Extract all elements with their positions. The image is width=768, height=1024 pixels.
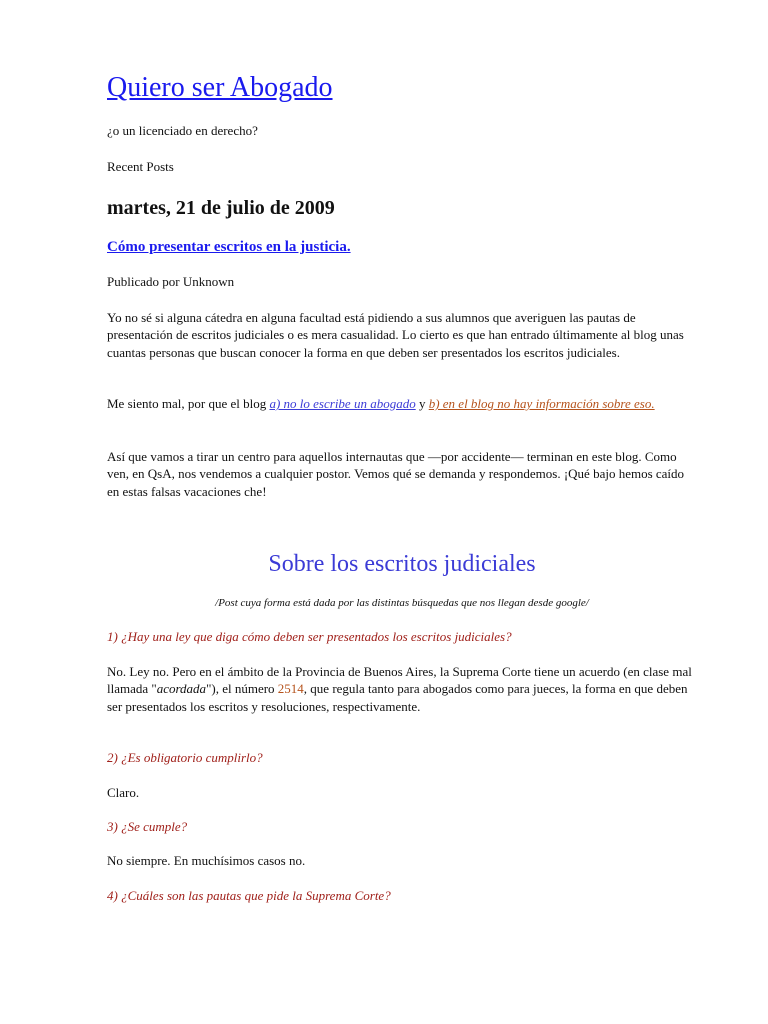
question-4: 4) ¿Cuáles son las pautas que pide la Suprema Corte? (107, 888, 391, 903)
blog-title-link[interactable]: Quiero ser Abogado (107, 72, 333, 103)
recent-posts-label: Recent Posts (107, 159, 174, 174)
paragraph-center: Así que vamos a tirar un centro para aquellos internautas que —por accidente— terminan en este blog. Como ven, en QsA, nos vendemos a cualquier postor. Vemos qué se demanda y respondemos. ¡Qué bajo hemos caído en estas falsas vacaciones che! (107, 449, 685, 499)
section-title: Sobre los escritos judiciales (268, 551, 536, 577)
section-subtitle: /Post cuya forma está dada por las distintas búsquedas que nos llegan desde google/ (215, 597, 589, 609)
acordada-number-link[interactable]: 2514 (277, 681, 304, 697)
answer-1-italic: acordada (156, 681, 207, 697)
paragraph-feeling-mid: y (415, 396, 429, 411)
answer-1-end: , que regula tanto para abogados como para jueces, la forma en que deben ser presentados los escritos y resoluciones, respectivamente. (107, 681, 688, 714)
post-title (107, 237, 351, 257)
link-not-lawyer[interactable]: a) no lo escribe un abogado (269, 396, 416, 411)
post-date: martes, 21 de julio de 2009 (107, 197, 335, 219)
question-3: 3) ¿Se cumple? (107, 819, 188, 834)
question-2: 2) ¿Es obligatorio cumplirlo? (107, 750, 263, 765)
post-byline: Publicado por Unknown (107, 274, 235, 289)
blog-title (107, 70, 333, 106)
answer-2: Claro. (107, 785, 140, 800)
post-title-link[interactable]: Cómo presentar escritos en la justicia. (107, 239, 351, 255)
paragraph-feeling-start: Me siento mal, por que el blog (107, 396, 270, 411)
blog-tagline: ¿o un licenciado en derecho? (107, 123, 258, 138)
link-no-info[interactable]: b) en el blog no hay información sobre eso. (428, 396, 655, 411)
answer-3: No siempre. En muchísimos casos no. (107, 853, 306, 868)
answer-1-mid: "), el número (206, 681, 278, 697)
paragraph-intro: Yo no sé si alguna cátedra en alguna facultad está pidiendo a sus alumnos que averiguen las pautas de presentación de escritos judiciales o es mera casualidad. Lo cierto es que han entrado últimamente al blog unas cuantas personas que buscan conocer la forma en que deben ser presentados los escritos judiciales. (107, 310, 684, 360)
answer-1-start: No. Ley no. Pero en el ámbito de la Provincia de Buenos Aires, la Suprema Corte tiene un acuerdo (en clase mal llamada " (107, 664, 692, 697)
question-1: 1) ¿Hay una ley que diga cómo deben ser presentados los escritos judiciales? (107, 629, 512, 644)
paragraph-feeling (107, 395, 697, 412)
answer-1 (107, 663, 697, 715)
